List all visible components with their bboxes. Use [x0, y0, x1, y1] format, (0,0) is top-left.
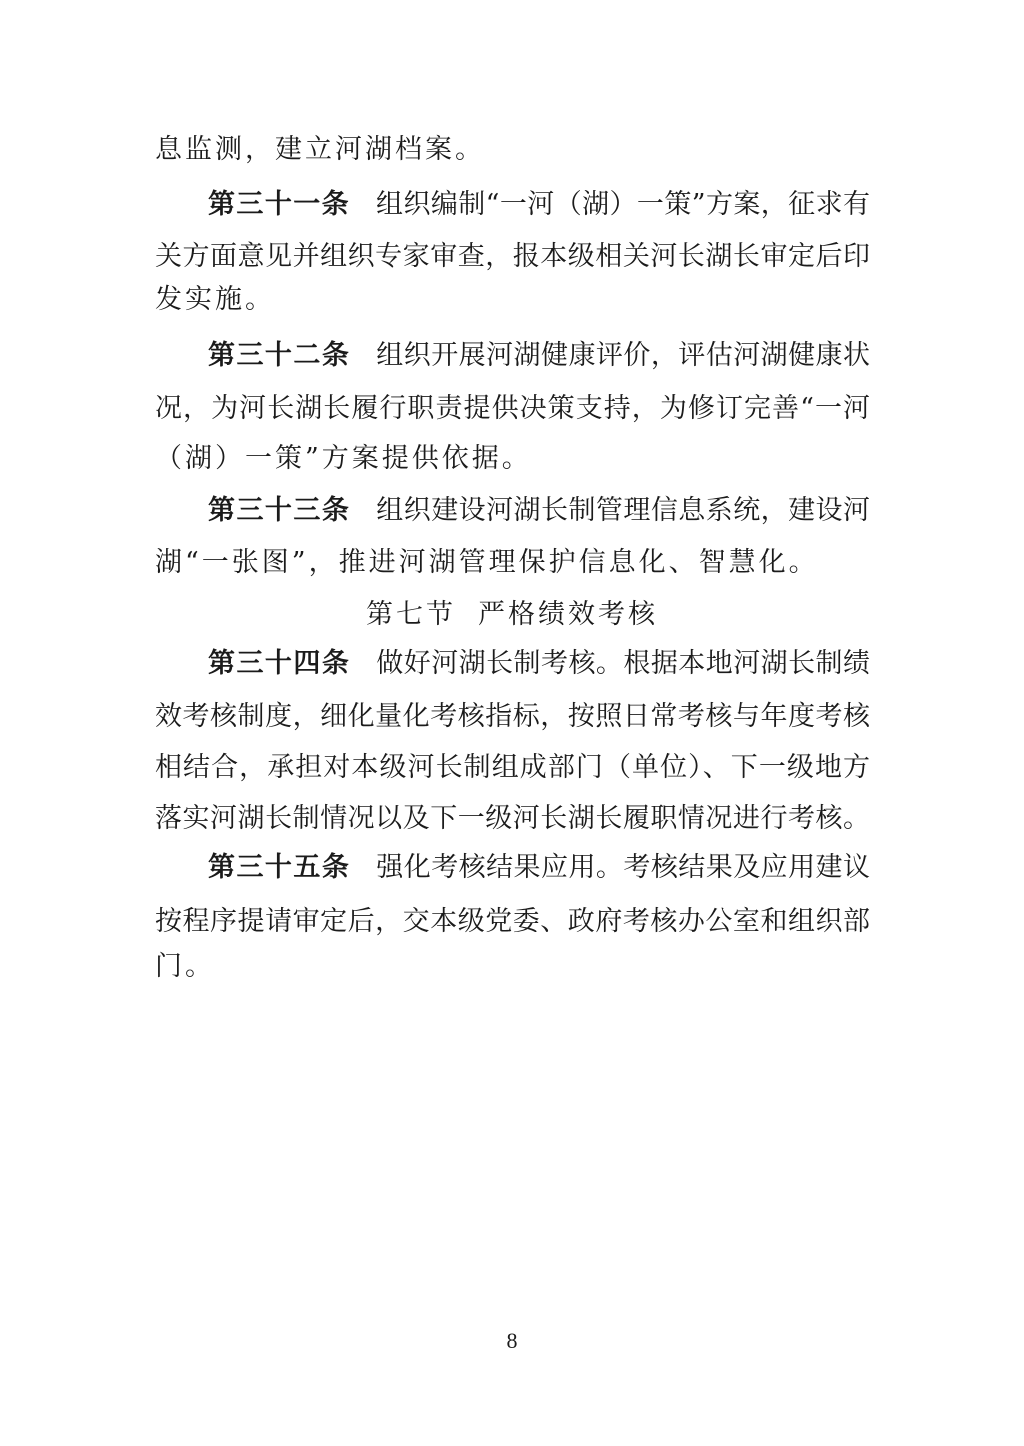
page-number: 8 [506, 1328, 518, 1353]
article-35-line-1 [208, 845, 870, 891]
article-34-line-1 [208, 641, 870, 687]
article-33-line-1 [208, 488, 870, 534]
article-35-title: 第三十五条 [208, 852, 351, 883]
article-32-line-3: （湖）一策”方案提供依据。 [155, 443, 532, 474]
article-35-line-3: 门。 [155, 951, 215, 982]
article-31-text-1: 组织编制“一河（湖）一策”方案，征求有 [376, 189, 871, 220]
article-31-line-1 [208, 182, 870, 228]
section-heading [0, 592, 1024, 638]
article-31-title: 第三十一条 [208, 189, 351, 220]
section-number: 第七节 [366, 599, 456, 630]
article-33-title: 第三十三条 [208, 495, 351, 526]
article-35-line-2: 按程序提请审定后，交本级党委、政府考核办公室和组织部 [155, 906, 870, 937]
article-34-title: 第三十四条 [208, 648, 351, 679]
article-34-line-2: 效考核制度，细化量化考核指标，按照日常考核与年度考核 [155, 701, 870, 732]
article-33-text-1: 组织建设河湖长制管理信息系统，建设河 [376, 495, 871, 526]
article-31-line-3: 发实施。 [155, 284, 275, 315]
article-34-line-4: 落实河湖长制情况以及下一级河长湖长履职情况进行考核。 [155, 803, 870, 834]
article-32-line-2: 况，为河长湖长履行职责提供决策支持，为修订完善“一河 [155, 393, 870, 424]
article-34-line-3: 相结合，承担对本级河长制组成部门（单位）、下一级地方 [155, 752, 870, 783]
article-34-text-1: 做好河湖长制考核。根据本地河湖长制绩 [376, 648, 871, 679]
section-title: 严格绩效考核 [478, 599, 658, 630]
article-33-line-2: 湖“一张图”，推进河湖管理保护信息化、智慧化。 [155, 547, 819, 578]
continuation-text: 息监测，建立河湖档案。 [155, 134, 485, 165]
article-32-line-1 [208, 333, 870, 379]
article-35-text-1: 强化考核结果应用。考核结果及应用建议 [376, 852, 871, 883]
article-31-line-2: 关方面意见并组织专家审查，报本级相关河长湖长审定后印 [155, 241, 870, 272]
article-32-text-1: 组织开展河湖健康评价，评估河湖健康状 [376, 340, 871, 371]
article-32-title: 第三十二条 [208, 340, 351, 371]
